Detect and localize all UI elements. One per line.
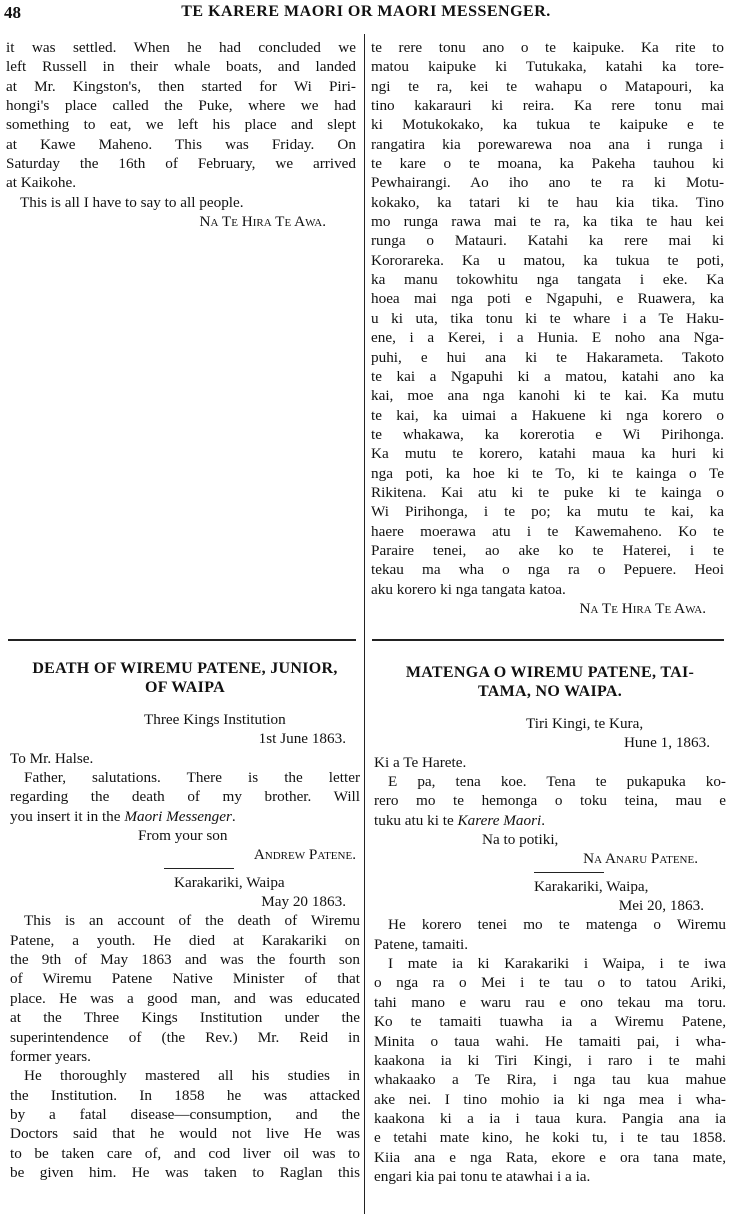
signer: Andrew Patene. bbox=[253, 846, 356, 864]
text-line: haere moerawa atu i te Kawemaheno. Ko te bbox=[371, 522, 724, 540]
text-line: Saturday the 16th of February, we arrived bbox=[6, 155, 356, 173]
letter-recipient: To Mr. Halse. bbox=[10, 749, 94, 767]
text-line: at Mr. Kingston's, then started for Wi Piri- bbox=[6, 77, 356, 95]
text-line: nga poti, ka hoe ki te To, ki te kainga o Te bbox=[371, 464, 724, 482]
section-rule-left bbox=[8, 639, 356, 641]
text-line: runga o Matauri. Katahi ka rere mai ki bbox=[371, 232, 724, 250]
article-body bbox=[374, 915, 726, 954]
text-line: be given him. He was taken to Raglan this bbox=[10, 1163, 360, 1181]
page-number: 48 bbox=[4, 3, 21, 22]
text-line: Kiia ana e nga Rata, ekore e ora tana mate, bbox=[374, 1148, 726, 1166]
text-line: former years. bbox=[10, 1047, 91, 1065]
text-line: kokako, ka tatari ki te hau kia tika. Tino bbox=[371, 193, 724, 211]
text-line: E pa, tena koe. Tena te pukapuka ko- bbox=[388, 773, 726, 791]
text-line: He thoroughly mastered all his studies in bbox=[24, 1067, 360, 1085]
newspaper-title: Maori Messenger bbox=[124, 807, 232, 825]
text-line: Father, salutations. There is the letter bbox=[24, 769, 360, 787]
text-line: ka manu tokowhitu nga tangata i eke. Ka bbox=[371, 271, 724, 289]
text-line: Minita o taua wahi. He tamaiti pai, i wha- bbox=[374, 1032, 726, 1050]
top-right-text bbox=[371, 38, 724, 599]
article-headline bbox=[10, 659, 360, 697]
text-line: kai, moe ana nga kanohi ki te kai. Ka mutu bbox=[371, 387, 724, 405]
text-line: te whakawa, ka korerotia e Wi Pirihonga. bbox=[371, 425, 724, 443]
newspaper-title: Karere Maori bbox=[457, 811, 542, 829]
text-line: te rere tonu ano o te kaipuke. Ka rite to bbox=[371, 39, 724, 56]
text-line: the Institution. In 1858 he was attacked bbox=[10, 1086, 360, 1104]
closing-line: This is all I have to say to all people. bbox=[20, 193, 244, 211]
letter-place: Tiri Kingi, te Kura, bbox=[526, 715, 644, 732]
text-line: mo runga rawa mai te ra, ka tika te hau kei bbox=[371, 213, 724, 231]
text-line: ake nei. I tino mohio ia ki nga mea i wha- bbox=[374, 1090, 726, 1108]
letter-body bbox=[10, 768, 360, 807]
divider bbox=[164, 868, 234, 869]
text-line: e tetahi mate kino, he koki tu, i te tau 1858. bbox=[374, 1129, 726, 1147]
text-line: something to eat, we left his place and slept bbox=[6, 116, 356, 134]
letter-recipient: Ki a Te Harete. bbox=[374, 753, 467, 771]
text-line: u ki uta, tika tonu ki te whare i a Te Haku- bbox=[371, 309, 724, 327]
text-line: kaakona ki a ia i taua kura. Pangia ana ia bbox=[374, 1109, 726, 1127]
text-line: tino kakarauri ki reira. Ka rere tonu mai bbox=[371, 97, 724, 115]
text-line: regarding the death of my brother. Will bbox=[10, 788, 360, 806]
headline-line: DEATH OF WIREMU PATENE, JUNIOR, bbox=[32, 660, 338, 677]
text-line: Ka mutu te korero, katahi maua ka huri ki bbox=[371, 445, 724, 463]
dateline-date: Mei 20, 1863. bbox=[618, 897, 704, 915]
top-left-text bbox=[6, 38, 356, 193]
text-line: puhi, e hui ana ki te Hakarameta. Takoto bbox=[371, 348, 724, 366]
running-title: TE KARERE MAORI OR MAORI MESSENGER. bbox=[181, 3, 551, 20]
text-line: Wi Pirihonga, i te po; ka mutu te kai, ka bbox=[371, 503, 724, 521]
letter-date: Hune 1, 1863. bbox=[623, 734, 710, 752]
text-line: ngi te ra, kei te wahapu o Matapouri, ka bbox=[371, 77, 724, 95]
text-line: superintendence of (the Rev.) Mr. Reid in bbox=[10, 1028, 360, 1046]
headline-line: OF WAIPA bbox=[145, 679, 225, 696]
text-line: aku korero ki nga tangata katoa. bbox=[371, 580, 566, 598]
letter-text: you insert it in the bbox=[10, 807, 125, 825]
headline-line: TAMA, NO WAIPA. bbox=[477, 683, 623, 700]
text-line: left Russell in their whale boats, and landed bbox=[6, 58, 356, 76]
text-line: Kororareka. Ka u matou, ka tukua te poti, bbox=[371, 251, 724, 269]
text-line: at Kaikohe. bbox=[6, 174, 77, 192]
text-line: te kai, ka uimai a Hakuene ki nga korero o bbox=[371, 406, 724, 424]
text-line: matou kaipuke ki Tutukaka, katahi ka tore- bbox=[371, 58, 724, 76]
article-body bbox=[10, 1066, 360, 1182]
text-line: of Wiremu Patene Native Minister of that bbox=[10, 970, 360, 988]
text-line: Rikitena. Kai atu ki te puke ki te kainga o bbox=[371, 483, 724, 501]
text-line: o nga ra o Mei i te tau o to tatou Ariki, bbox=[374, 974, 726, 992]
letter-text: . bbox=[541, 811, 545, 829]
letter-text: . bbox=[231, 807, 236, 825]
text-line: by a fatal disease—consumption, and the bbox=[10, 1105, 360, 1123]
text-line: the 9th of May 1863 and was the fourth son bbox=[10, 951, 360, 969]
text-line: place. He was a good man, and was educated bbox=[10, 989, 360, 1007]
letter-date: 1st June 1863. bbox=[258, 730, 346, 748]
dateline-place: Karakariki, Waipa bbox=[174, 873, 285, 891]
text-line: whakaako a Te Rira, i nga tau kua mahue bbox=[374, 1071, 726, 1089]
letter-text: tuku atu ki te bbox=[374, 811, 458, 829]
text-line: te kai a Ngapuhi ki a matou, katahi ano ka bbox=[371, 367, 724, 385]
signer: Na Anaru Patene. bbox=[583, 850, 698, 868]
letter-last-line bbox=[10, 807, 360, 826]
text-line: at the Three Kings Institution under the bbox=[10, 1009, 360, 1027]
text-line: rangatira kia porewarewa noa ana i runga i bbox=[371, 135, 724, 153]
letter-place: Three Kings Institution bbox=[144, 711, 286, 728]
text-line: at Kawe Maheno. This was Friday. On bbox=[6, 135, 356, 153]
text-line: it was settled. When he had concluded we bbox=[6, 39, 356, 56]
column-divider bbox=[364, 34, 365, 1214]
divider bbox=[534, 872, 604, 873]
signature: Na Te Hira Te Awa. bbox=[199, 213, 326, 231]
text-line: Patene, tamaiti. bbox=[374, 935, 469, 953]
top-right-column bbox=[371, 38, 724, 618]
maori-article bbox=[374, 663, 726, 1186]
text-line: hoea mai nga poti e Ngapuhi, e Ruawera, ka bbox=[371, 290, 724, 308]
text-line: This is an account of the death of Wiremu bbox=[24, 912, 360, 930]
text-line: to be taken care of, and cod liver oil was to bbox=[10, 1144, 360, 1162]
letter-last-line bbox=[374, 811, 726, 830]
article-body bbox=[374, 954, 726, 1186]
text-line: Pewhairangi. Ao iho ano te ra ki Motu- bbox=[371, 174, 724, 192]
dateline-place: Karakariki, Waipa, bbox=[534, 877, 649, 895]
text-line: Ko te tamaiti tuawha ia a Wiremu Patene, bbox=[374, 1013, 726, 1031]
text-line: rero mo te hemonga o toku teina, mau e bbox=[374, 792, 726, 810]
letter-closing: From your son bbox=[138, 827, 228, 845]
text-line: Paraire tenei, ao ake ko te Haterei, i te bbox=[371, 541, 724, 559]
text-line: tahi mano e waru rau e ono tekau ma toru. bbox=[374, 993, 726, 1011]
letter-closing: Na to potiki, bbox=[482, 831, 559, 849]
letter-body bbox=[374, 772, 726, 811]
text-line: hongi's place called the Puke, where we had bbox=[6, 97, 356, 115]
text-line: tekau ma wha o nga ra o Pepuere. Heoi bbox=[371, 561, 724, 579]
text-line: I mate ia ki Karakariki i Waipa, i te iwa bbox=[388, 955, 726, 973]
signature: Na Te Hira Te Awa. bbox=[579, 599, 706, 617]
top-left-column bbox=[6, 38, 356, 231]
article-headline bbox=[374, 663, 726, 701]
text-line: ki Motukokako, ka tukua te kaipuke e te bbox=[371, 116, 724, 134]
page-header bbox=[0, 0, 732, 26]
text-line: ene, i a Kerei, i a Hunia. E noho ana Nga- bbox=[371, 329, 724, 347]
text-line: engari kia pai tonu te atawhai i a ia. bbox=[374, 1167, 591, 1185]
text-line: Doctors said that he would not live He was bbox=[10, 1125, 360, 1143]
section-rule-right bbox=[372, 639, 724, 641]
article-body bbox=[10, 911, 360, 1066]
headline-line: MATENGA O WIREMU PATENE, TAI- bbox=[405, 664, 695, 681]
text-line: kaakona ia ki Tiri Kingi, i raro i te mahi bbox=[374, 1051, 726, 1069]
dateline-date: May 20 1863. bbox=[261, 893, 346, 911]
text-line: te kare o te moana, ka Pakeha tauhou ki bbox=[371, 155, 724, 173]
text-line: Patene, a youth. He died at Karakariki on bbox=[10, 931, 360, 949]
text-line: He korero tenei mo te matenga o Wiremu bbox=[388, 916, 726, 934]
english-article bbox=[10, 659, 360, 1182]
